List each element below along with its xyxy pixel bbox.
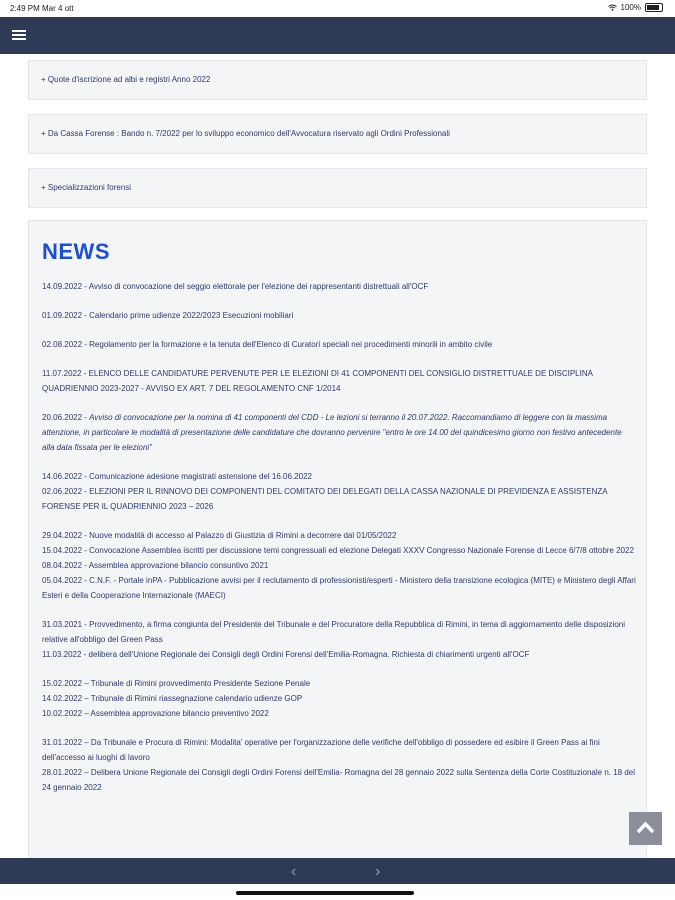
news-item[interactable]: 31.03.2021 - Provvedimento, a firma congiunta del Presidente del Tribunale e del Procuratore della Repubblica di Rimini, in tema di aggiornamento delle disposizioni relative all'obbligo del Green Pass [42,620,626,644]
news-list [42,279,636,795]
hamburger-icon[interactable] [12,30,26,40]
news-item[interactable]: 05.04.2022 - C.N.F. - Portale inPA - Pubblicazione avvisi per il reclutamento di professionisti/esperti - Ministero della transizione ecologica (MITE) e Ministero degli Affari Esteri e della Cooperazione Internazionale (MAECI) [42,576,636,600]
status-right [608,3,663,12]
news-item[interactable]: 14.06.2022 - Comunicazione adesione magistrati astensione del 16.06.2022 [42,472,312,481]
accordion-specializzazioni[interactable]: + Specializzazioni forensi [28,168,647,208]
news-item[interactable]: 02.08.2022 - Regolamento per la formazione e la tenuta dell'Elenco di Curatori speciali nei procedimenti minorili in ambito civile [42,340,493,349]
arrow-up-icon [636,820,655,834]
news-item[interactable]: 15.02.2022 – Tribunale di Rimini provvedimento Presidente Sezione Penale [42,679,311,688]
scroll-top-button[interactable] [629,812,662,845]
news-item[interactable]: 11.03.2022 - delibera dell'Unione Regionale dei Consigli degli Ordini Forensi dell'Emilia-Romagna. Richiesta di chiarimenti urgenti all'OCF [42,650,530,659]
status-bar [0,0,675,17]
top-navbar [0,17,675,54]
news-item-convocazione-cdd[interactable] [42,410,636,455]
battery-percent: 100% [620,3,641,12]
news-item[interactable]: 29.04.2022 - Nuove modalità di accesso al Palazzo di Giustizia di Rimini a decorrere dal 01/05/2022 [42,531,397,540]
bottom-toolbar [0,858,675,884]
news-date: 20.06.2022 - [42,413,90,422]
home-indicator[interactable] [236,891,414,895]
accordion-cassa-forense[interactable]: + Da Cassa Forense : Bando n. 7/2022 per lo sviluppo economico dell'Avvocatura riservato agli Ordini Professionali [28,114,647,154]
wifi-icon [608,4,617,11]
news-item[interactable]: 08.04.2022 - Assemblea approvazione bilancio consuntivo 2021 [42,561,269,570]
status-time: 2:49 PM Mar 4 ott [10,4,74,13]
news-item[interactable]: 10.02.2022 – Assemblea approvazione bilancio preventivo 2022 [42,709,269,718]
chevron-left-icon[interactable]: ‹ [291,863,297,880]
news-item[interactable]: 01.09.2022 - Calendario prime udienze 2022/2023 Esecuzioni mobiliari [42,311,294,320]
news-title: NEWS [42,239,110,264]
news-item[interactable]: 15.04.2022 - Convocazione Assemblea iscritti per discussione temi congressuali ed elezione Delegati XXXV Congresso Nazionale Forense di Lecce 6/7/8 ottobre 2022 [42,546,634,555]
news-item[interactable]: 14.02.2022 – Tribunale di Rimini riassegnazione calendario udienze GOP [42,694,303,703]
news-note: Le lezioni si terranno il 20.07.2022. Raccomandiamo di leggere con la massima attenzione, in particolare le modalità di presentazione delle candidature che dovranno pervenire "entro le ore 14.00 del quindicesimo giorno non festivo antecedente alla data fissata per le elezioni" [42,413,622,452]
chevron-right-icon[interactable]: › [375,863,381,880]
news-text: Avviso di convocazione per la nomina di 41 componenti del CDD - [89,413,326,422]
news-item[interactable]: 31.01.2022 – Da Tribunale e Procura di Rimini: Modalita' operative per l'organizzazione delle verifiche dell'obbligo di possedere ed esibire il Green Pass ai fini dell'accesso ai luoghi di lavoro [42,738,600,762]
accordion-quote-iscrizione[interactable]: + Quote d'iscrizione ad albi e registri Anno 2022 [28,60,647,100]
news-section [28,220,647,858]
news-item[interactable]: 28.01.2022 – Delibera Unione Regionale dei Consigli degli Ordini Forensi dell'Emilia- Romagna del 28 gennaio 2022 sulla Sentenza della Corte Costituzionale n. 18 del 24 gennaio 2022 [42,768,636,792]
battery-icon [645,3,663,12]
page-content[interactable] [0,54,675,858]
news-item[interactable]: 02.06.2022 - ELEZIONI PER IL RINNOVO DEI COMPONENTI DEL COMITATO DEI DELEGATI DELLA CASSA NAZIONALE DI PREVIDENZA E ASSISTENZA FORENSE PER IL QUADRIENNIO 2023 – 2026 [42,487,608,511]
news-item[interactable]: 11.07.2022 - ELENCO DELLE CANDIDATURE PERVENUTE PER LE ELEZIONI DI 41 COMPONENTI DEL CONSIGLIO DISTRETTUALE DE DISCIPLINA QUADRIENNIO 2023-2027 - AVVISO EX ART. 7 DEL REGOLAMENTO CNF 1/2014 [42,369,593,393]
news-item[interactable]: 14.09.2022 - Avviso di convocazione del seggio elettorale per l'elezione dei rappresentanti distrettuali all'OCF [42,282,429,291]
